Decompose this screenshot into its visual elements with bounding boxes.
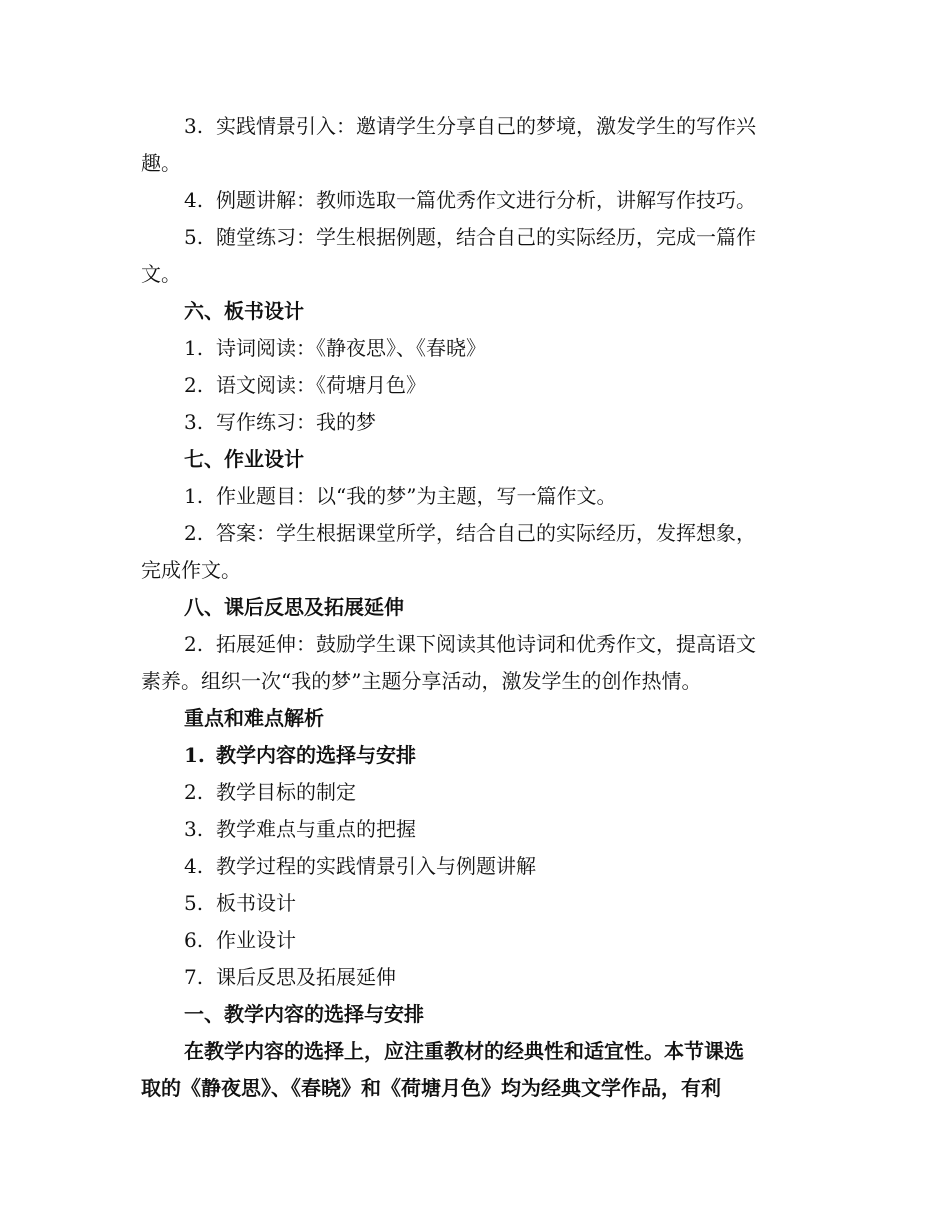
list-item bbox=[0, 811, 950, 848]
paragraph-text: 拓展延伸：鼓励学生课下阅读其他诗词和优秀作文，提高语文 bbox=[216, 632, 756, 656]
paragraph-text: 实践情景引入：邀请学生分享自己的梦境，激发学生的写作兴 bbox=[216, 114, 756, 138]
item-number: 5. bbox=[184, 225, 204, 249]
heading-text: 七、作业设计 bbox=[184, 447, 304, 471]
item-number: 4. bbox=[184, 188, 204, 212]
paragraph-text: 写作练习：我的梦 bbox=[216, 410, 376, 434]
item-number: 1. bbox=[184, 336, 204, 360]
list-item bbox=[0, 848, 950, 885]
item-number: 2. bbox=[184, 780, 204, 804]
document-body bbox=[0, 108, 950, 1107]
paragraph-text: 教学内容的选择与安排 bbox=[216, 743, 416, 767]
item-number: 3. bbox=[184, 410, 204, 434]
paragraph-line bbox=[0, 1033, 950, 1070]
item-number: 2. bbox=[184, 521, 204, 545]
item-number: 7. bbox=[184, 965, 204, 989]
paragraph-text: 完成作文。 bbox=[141, 558, 241, 582]
item-number: 6. bbox=[184, 928, 204, 952]
paragraph-continuation bbox=[0, 145, 950, 182]
paragraph-text: 作业题目：以“我的梦”为主题，写一篇作文。 bbox=[216, 484, 617, 508]
list-item bbox=[0, 367, 950, 404]
list-item bbox=[0, 885, 950, 922]
paragraph-text: 教学过程的实践情景引入与例题讲解 bbox=[216, 854, 536, 878]
paragraph-text: 答案：学生根据课堂所学，结合自己的实际经历，发挥想象， bbox=[216, 521, 756, 545]
heading-text: 八、课后反思及拓展延伸 bbox=[184, 595, 404, 619]
list-item bbox=[0, 774, 950, 811]
paragraph-text: 诗词阅读：《静夜思》、《春晓》 bbox=[216, 336, 486, 360]
heading-text: 六、板书设计 bbox=[184, 299, 304, 323]
paragraph-continuation bbox=[0, 552, 950, 589]
list-item bbox=[0, 922, 950, 959]
list-item bbox=[0, 737, 950, 774]
item-number: 1. bbox=[184, 484, 204, 508]
list-item bbox=[0, 626, 950, 663]
heading-text: 重点和难点解析 bbox=[184, 706, 324, 730]
paragraph-text: 教学目标的制定 bbox=[216, 780, 356, 804]
paragraph-text: 板书设计 bbox=[216, 891, 296, 915]
item-number: 1. bbox=[184, 743, 205, 767]
section-heading bbox=[0, 589, 950, 626]
list-item bbox=[0, 478, 950, 515]
section-heading bbox=[0, 996, 950, 1033]
paragraph-text: 文。 bbox=[141, 262, 181, 286]
heading-text: 一、教学内容的选择与安排 bbox=[184, 1002, 424, 1026]
item-number: 3. bbox=[184, 114, 204, 138]
list-item bbox=[0, 219, 950, 256]
paragraph-text: 课后反思及拓展延伸 bbox=[216, 965, 396, 989]
paragraph-continuation bbox=[0, 256, 950, 293]
paragraph-text: 教学难点与重点的把握 bbox=[216, 817, 416, 841]
list-item bbox=[0, 959, 950, 996]
item-number: 4. bbox=[184, 854, 204, 878]
section-heading bbox=[0, 700, 950, 737]
list-item bbox=[0, 515, 950, 552]
paragraph-continuation bbox=[0, 1070, 950, 1107]
paragraph-text: 在教学内容的选择上，应注重教材的经典性和适宜性。本节课选 bbox=[184, 1039, 744, 1063]
list-item bbox=[0, 404, 950, 441]
item-number: 5. bbox=[184, 891, 204, 915]
list-item bbox=[0, 182, 950, 219]
paragraph-text: 例题讲解：教师选取一篇优秀作文进行分析，讲解写作技巧。 bbox=[216, 188, 756, 212]
paragraph-continuation bbox=[0, 663, 950, 700]
paragraph-text: 趣。 bbox=[141, 151, 181, 175]
section-heading bbox=[0, 293, 950, 330]
list-item bbox=[0, 108, 950, 145]
paragraph-text: 取的《静夜思》、《春晓》和《荷塘月色》均为经典文学作品，有利 bbox=[141, 1076, 721, 1100]
item-number: 2. bbox=[184, 373, 204, 397]
section-heading bbox=[0, 441, 950, 478]
paragraph-text: 随堂练习：学生根据例题，结合自己的实际经历，完成一篇作 bbox=[216, 225, 756, 249]
list-item bbox=[0, 330, 950, 367]
paragraph-text: 语文阅读：《荷塘月色》 bbox=[216, 373, 426, 397]
paragraph-text: 作业设计 bbox=[216, 928, 296, 952]
item-number: 2. bbox=[184, 632, 204, 656]
paragraph-text: 素养。组织一次“我的梦”主题分享活动，激发学生的创作热情。 bbox=[141, 669, 702, 693]
item-number: 3. bbox=[184, 817, 204, 841]
